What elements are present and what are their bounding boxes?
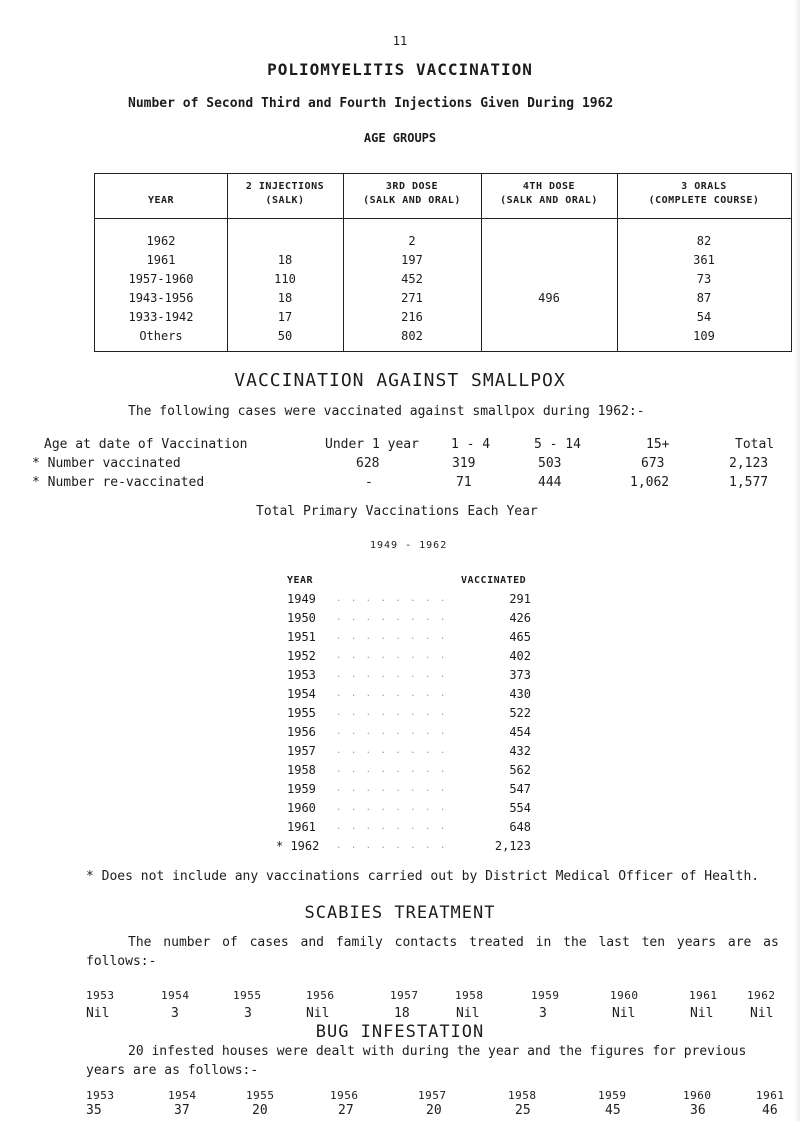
polio-row-dose3: 2 bbox=[408, 234, 416, 248]
leader-dots: . . . . . . . . bbox=[336, 651, 448, 661]
year-cell: 1955 bbox=[287, 706, 316, 720]
header-divider bbox=[95, 218, 791, 219]
vaccinated-cell: 2,123 bbox=[494, 839, 531, 853]
footnote: * Does not include any vaccinations carried out by District Medical Officer of Health. bbox=[86, 869, 760, 884]
year-cell: 1953 bbox=[287, 668, 316, 682]
polio-row-orals: 87 bbox=[696, 291, 712, 305]
scabies-value: Nil bbox=[690, 1006, 714, 1021]
bug-value: 46 bbox=[762, 1103, 778, 1118]
year-cell: 1960 bbox=[287, 801, 316, 815]
year-cell: 1950 bbox=[287, 611, 316, 625]
smallpox-vaccinated-5-14: 503 bbox=[538, 456, 562, 471]
polio-row-year: 1961 bbox=[146, 253, 176, 267]
year-range: 1949 - 1962 bbox=[370, 540, 448, 551]
bug-value: 45 bbox=[605, 1103, 621, 1118]
year-cell: * 1962 bbox=[276, 839, 320, 853]
scabies-value: Nil bbox=[750, 1006, 774, 1021]
bug-value: 20 bbox=[426, 1103, 442, 1118]
polio-row-year: Others bbox=[139, 329, 183, 343]
leader-dots: . . . . . . . . bbox=[336, 803, 448, 813]
scabies-value: 3 bbox=[244, 1006, 252, 1021]
smallpox-vaccinated-label: * Number vaccinated bbox=[32, 456, 181, 471]
scabies-year: 1961 bbox=[689, 989, 718, 1002]
bug-year: 1954 bbox=[168, 1089, 197, 1102]
scabies-year: 1958 bbox=[455, 989, 484, 1002]
polio-row-orals: 109 bbox=[693, 329, 715, 343]
polio-row-inj2: 50 bbox=[277, 329, 293, 343]
scabies-value: Nil bbox=[306, 1006, 330, 1021]
polio-row-orals: 361 bbox=[693, 253, 715, 267]
header-salk-and-oral: (SALK AND ORAL) bbox=[363, 195, 461, 206]
vaccinated-cell: 562 bbox=[509, 763, 531, 777]
year-cell: 1961 bbox=[287, 820, 316, 834]
vaccinated-cell: 430 bbox=[509, 687, 531, 701]
scabies-value: Nil bbox=[86, 1006, 110, 1021]
vaccinated-cell: 426 bbox=[509, 611, 531, 625]
header-complete-course: (COMPLETE COURSE) bbox=[648, 195, 760, 206]
polio-row-inj2: 110 bbox=[274, 272, 296, 286]
vaccinated-column-header: VACCINATED bbox=[461, 575, 527, 586]
bug-value: 20 bbox=[252, 1103, 268, 1118]
bug-year: 1958 bbox=[508, 1089, 537, 1102]
polio-row-dose3: 271 bbox=[401, 291, 423, 305]
polio-row-dose3: 802 bbox=[401, 329, 423, 343]
smallpox-revaccinated-1-4: 71 bbox=[456, 475, 472, 490]
vaccinated-cell: 648 bbox=[509, 820, 531, 834]
smallpox-vaccinated-1-4: 319 bbox=[452, 456, 476, 471]
header-3rd-dose: 3RD DOSE bbox=[385, 181, 439, 192]
header-salk: (SALK) bbox=[265, 195, 305, 206]
polio-row-orals: 54 bbox=[696, 310, 712, 324]
scabies-year: 1960 bbox=[610, 989, 639, 1002]
polio-row-dose3: 216 bbox=[401, 310, 423, 324]
age-groups-label: AGE GROUPS bbox=[363, 131, 437, 145]
smallpox-revaccinated-5-14: 444 bbox=[538, 475, 562, 490]
leader-dots: . . . . . . . . bbox=[336, 765, 448, 775]
smallpox-header-under1: Under 1 year bbox=[325, 437, 419, 452]
vaccinated-cell: 402 bbox=[509, 649, 531, 663]
scabies-value: Nil bbox=[612, 1006, 636, 1021]
leader-dots: . . . . . . . . bbox=[336, 613, 448, 623]
scabies-value: 3 bbox=[171, 1006, 179, 1021]
smallpox-vaccinated-under1: 628 bbox=[356, 456, 380, 471]
bug-intro-line1: 20 infested houses were dealt with during the year and the figures for previous bbox=[128, 1044, 747, 1059]
polio-row-inj2: 18 bbox=[277, 291, 293, 305]
scabies-year: 1962 bbox=[747, 989, 776, 1002]
year-cell: 1954 bbox=[287, 687, 316, 701]
smallpox-header-1-4: 1 - 4 bbox=[451, 437, 491, 452]
scabies-intro-line1: The number of cases and family contacts treated in the last ten years are as bbox=[128, 935, 779, 950]
year-cell: 1951 bbox=[287, 630, 316, 644]
polio-row-dose3: 452 bbox=[401, 272, 423, 286]
header-salk-and-oral-2: (SALK AND ORAL) bbox=[500, 195, 598, 206]
leader-dots: . . . . . . . . bbox=[336, 594, 448, 604]
vaccinated-cell: 432 bbox=[509, 744, 531, 758]
polio-row-dose4: 496 bbox=[538, 291, 560, 305]
header-3-orals: 3 ORALS bbox=[681, 181, 727, 192]
polio-row-year: 1962 bbox=[146, 234, 176, 248]
bug-year: 1957 bbox=[418, 1089, 447, 1102]
polio-title: POLIOMYELITIS VACCINATION bbox=[267, 60, 533, 79]
leader-dots: . . . . . . . . bbox=[336, 822, 448, 832]
polio-subtitle: Number of Second Third and Fourth Injections Given During 1962 bbox=[128, 96, 614, 111]
bug-intro-line2: years are as follows:- bbox=[86, 1063, 259, 1078]
smallpox-revaccinated-under1: - bbox=[365, 475, 373, 490]
vaccinated-cell: 465 bbox=[509, 630, 531, 644]
year-cell: 1949 bbox=[287, 592, 316, 606]
bug-value: 36 bbox=[690, 1103, 706, 1118]
smallpox-header-label: Age at date of Vaccination bbox=[44, 437, 248, 452]
polio-row-year: 1943-1956 bbox=[128, 291, 194, 305]
bug-title: BUG INFESTATION bbox=[315, 1022, 485, 1042]
polio-row-inj2: 17 bbox=[277, 310, 293, 324]
bug-year: 1956 bbox=[330, 1089, 359, 1102]
polio-row-orals: 82 bbox=[696, 234, 712, 248]
scabies-value: 3 bbox=[539, 1006, 547, 1021]
smallpox-revaccinated-total: 1,577 bbox=[729, 475, 769, 490]
scabies-year: 1956 bbox=[306, 989, 335, 1002]
scabies-value: Nil bbox=[456, 1006, 480, 1021]
smallpox-header-15plus: 15+ bbox=[646, 437, 670, 452]
year-column-header: YEAR bbox=[287, 575, 314, 586]
vaccinated-cell: 291 bbox=[509, 592, 531, 606]
leader-dots: . . . . . . . . bbox=[336, 727, 448, 737]
year-cell: 1956 bbox=[287, 725, 316, 739]
vaccinated-cell: 373 bbox=[509, 668, 531, 682]
bug-value: 37 bbox=[174, 1103, 190, 1118]
year-cell: 1952 bbox=[287, 649, 316, 663]
leader-dots: . . . . . . . . bbox=[336, 632, 448, 642]
page-number: 11 bbox=[392, 34, 408, 48]
polio-table bbox=[94, 173, 792, 352]
bug-year: 1960 bbox=[683, 1089, 712, 1102]
header-year: YEAR bbox=[147, 195, 175, 206]
smallpox-vaccinated-15plus: 673 bbox=[641, 456, 665, 471]
bug-year: 1959 bbox=[598, 1089, 627, 1102]
leader-dots: . . . . . . . . bbox=[336, 746, 448, 756]
vaccinated-cell: 554 bbox=[509, 801, 531, 815]
bug-value: 27 bbox=[338, 1103, 354, 1118]
polio-row-year: 1957-1960 bbox=[128, 272, 194, 286]
polio-row-dose3: 197 bbox=[401, 253, 423, 267]
header-2-injections: 2 INJECTIONS bbox=[245, 181, 325, 192]
smallpox-header-5-14: 5 - 14 bbox=[534, 437, 581, 452]
scabies-value: 18 bbox=[394, 1006, 410, 1021]
leader-dots: . . . . . . . . bbox=[336, 689, 448, 699]
vaccinated-cell: 522 bbox=[509, 706, 531, 720]
scabies-intro-line2: follows:- bbox=[86, 954, 157, 969]
scabies-year: 1955 bbox=[233, 989, 262, 1002]
smallpox-revaccinated-15plus: 1,062 bbox=[630, 475, 670, 490]
vaccinated-cell: 547 bbox=[509, 782, 531, 796]
smallpox-revaccinated-label: * Number re-vaccinated bbox=[32, 475, 205, 490]
year-cell: 1957 bbox=[287, 744, 316, 758]
year-cell: 1959 bbox=[287, 782, 316, 796]
polio-row-inj2: 18 bbox=[277, 253, 293, 267]
smallpox-title: VACCINATION AGAINST SMALLPOX bbox=[234, 370, 566, 391]
smallpox-intro: The following cases were vaccinated against smallpox during 1962:- bbox=[128, 404, 645, 419]
bug-value: 35 bbox=[86, 1103, 102, 1118]
scabies-year: 1954 bbox=[161, 989, 190, 1002]
smallpox-header-total: Total bbox=[735, 437, 775, 452]
leader-dots: . . . . . . . . bbox=[336, 670, 448, 680]
vaccinated-cell: 454 bbox=[509, 725, 531, 739]
year-cell: 1958 bbox=[287, 763, 316, 777]
total-primary-title: Total Primary Vaccinations Each Year bbox=[256, 504, 538, 519]
leader-dots: . . . . . . . . bbox=[336, 784, 448, 794]
leader-dots: . . . . . . . . bbox=[336, 841, 448, 851]
bug-year: 1953 bbox=[86, 1089, 115, 1102]
bug-year: 1955 bbox=[246, 1089, 275, 1102]
polio-row-year: 1933-1942 bbox=[128, 310, 194, 324]
bug-year: 1961 bbox=[756, 1089, 785, 1102]
smallpox-vaccinated-total: 2,123 bbox=[729, 456, 769, 471]
scabies-year: 1957 bbox=[390, 989, 419, 1002]
bug-value: 25 bbox=[515, 1103, 531, 1118]
scabies-year: 1959 bbox=[531, 989, 560, 1002]
scabies-title: SCABIES TREATMENT bbox=[304, 903, 496, 923]
header-4th-dose: 4TH DOSE bbox=[522, 181, 576, 192]
page-edge-shadow bbox=[794, 0, 800, 1121]
polio-row-orals: 73 bbox=[696, 272, 712, 286]
leader-dots: . . . . . . . . bbox=[336, 708, 448, 718]
scabies-year: 1953 bbox=[86, 989, 115, 1002]
